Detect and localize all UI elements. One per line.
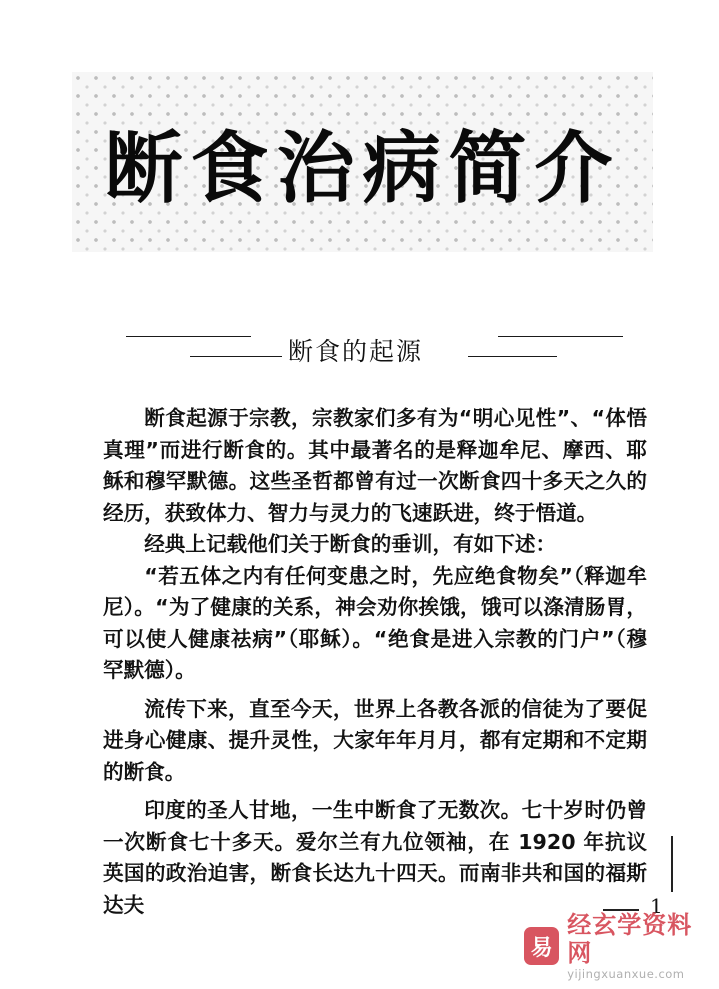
heading-rule-top-left (126, 336, 251, 337)
margin-rule (671, 836, 673, 892)
watermark-logo-icon: 易 (524, 927, 559, 965)
body-text (103, 403, 647, 921)
page-title: 断食治病简介 (104, 123, 621, 214)
paragraph: 流传下来，直至今天，世界上各教各派的信徒为了要促进身心健康、提升灵性，大家年年月月，都有定期和不定期的断食。 (103, 696, 647, 784)
page-number: 1 (650, 894, 663, 918)
title-banner (72, 72, 653, 252)
paragraph: 经典上记载他们关于断食的垂训，有如下述： (144, 532, 557, 556)
heading-rule-bottom-left (190, 356, 282, 357)
watermark-texts (567, 911, 714, 981)
heading-rule-top-right (498, 336, 623, 337)
section-heading: 断食的起源 (288, 337, 424, 366)
watermark-site-name: 经玄学资料网 (567, 911, 693, 967)
watermark (524, 911, 714, 981)
watermark-url: yijingxuanxue.com (567, 967, 685, 981)
heading-rule-bottom-right (468, 356, 557, 357)
paragraph: “若五体之内有任何变患之时，先应绝食物矣”（释迦牟尼）。“为了健康的关系，神会劝你挨饿，饿可以涤清肠胃，可以使人健康祛病”（耶稣）。“绝食是进入宗教的门户”（穆罕默德）。 (103, 563, 647, 682)
paragraph: 断食起源于宗教，宗教家们多有为“明心见性”、“体悟真理”而进行断食的。其中最著名的是释迦牟尼、摩西、耶稣和穆罕默德。这些圣哲都曾有过一次断食四十多天之久的经历，获致体力、智力与灵力的飞速跃进，终于悟道。 (103, 406, 647, 525)
paragraph: 印度的圣人甘地，一生中断食了无数次。七十岁时仍曾一次断食七十多天。爱尔兰有九位领袖，在 1920 年抗议英国的政治迫害，断食长达九十四天。而南非共和国的福斯达夫 (103, 798, 647, 917)
